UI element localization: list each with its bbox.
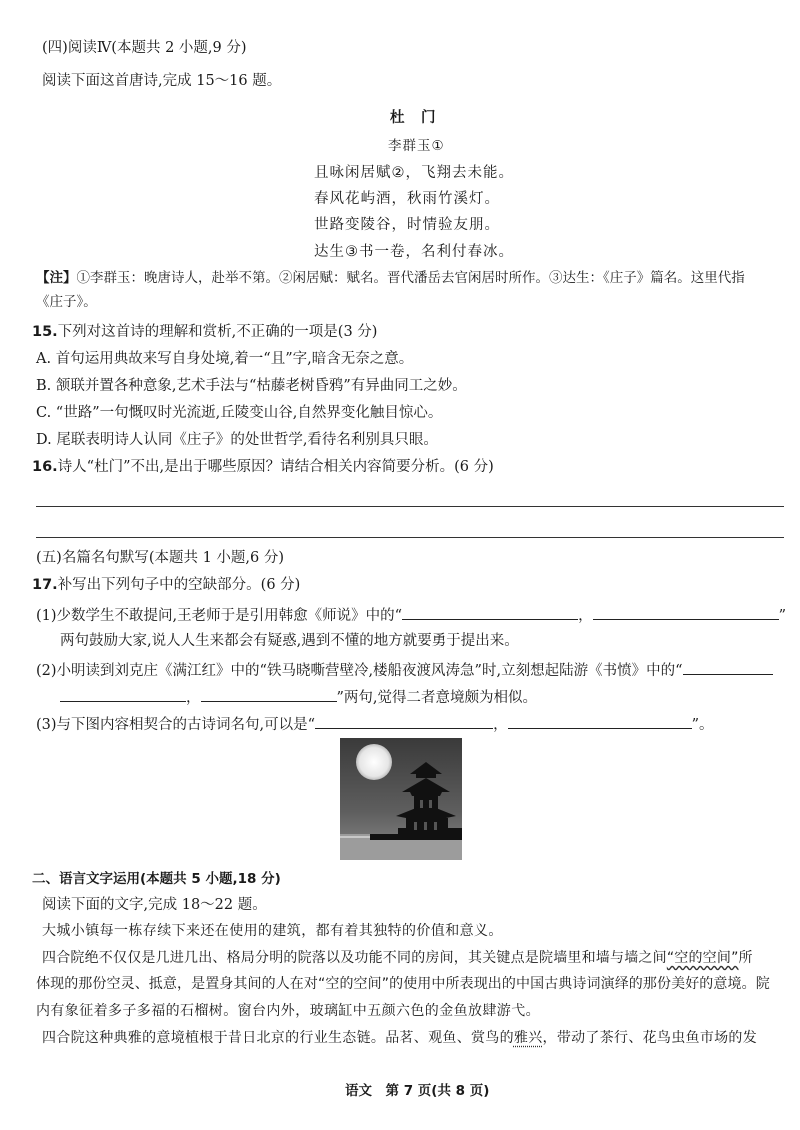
passage-p2-text-a: 四合院绝不仅仅是几进几出、格局分明的院落以及功能不同的房间，其关键点是院墙里和墙与墙之间 [42,950,667,966]
passage-p2-text-b: 所 [738,950,753,966]
q17-item1-sep: ， [578,608,593,624]
q17-stem-text: 补写出下列句子中的空缺部分。(6 分) [57,577,301,593]
section4-header: (四)阅读Ⅳ(本题共 2 小题,9 分) [42,40,247,56]
note-text-2: 《庄子》。 [36,294,97,310]
passage-p3-line1 [42,1028,757,1048]
q15-option-c: C. “世路”一句慨叹时光流逝,丘陵变山谷,自然界变化触目惊心。 [36,405,443,421]
q17-item2-end: ”两句,觉得二者意境颇为相似。 [336,690,538,706]
q15-stem [32,322,377,342]
part2-intro: 阅读下面的文字,完成 18～22 题。 [42,897,267,913]
q17-item-2 [36,659,773,681]
q17-blank-5[interactable] [315,713,493,729]
q16-number: 16. [32,459,58,475]
q17-item1-text: (1)少数学生不敢提问,王老师于是引用韩愈《师说》中的“ [36,608,403,624]
moon-icon [356,744,392,780]
poem-line-4: 达生③书一卷，名利付春冰。 [314,244,514,260]
q17-blank-3b[interactable] [60,686,186,702]
q15-option-b: B. 颔联并置各种意象,艺术手法与“枯藤老树昏鸦”有异曲同工之妙。 [36,378,467,394]
q17-item2-sep: ， [186,690,201,706]
q17-blank-1[interactable] [402,604,578,620]
passage-p2-line1 [42,948,753,968]
poem-note [36,268,745,288]
poem-line-2: 春风花屿酒，秋雨竹溪灯。 [314,191,500,207]
section4-intro: 阅读下面这首唐诗,完成 15～16 题。 [42,73,282,89]
q17-blank-6[interactable] [508,713,692,729]
poem-author: 李群玉① [388,138,445,154]
q17-blank-4[interactable] [201,686,337,702]
section5-header: (五)名篇名句默写(本题共 1 小题,6 分) [36,550,285,566]
q17-item2-cont [60,686,537,708]
passage-p2-line3: 内有象征着多子多福的石榴树。窗台内外，玻璃缸中五颜六色的金鱼放肆游弋。 [36,1003,540,1019]
q17-blank-3[interactable] [683,659,773,675]
part2-header: 二、语言文字运用(本题共 5 小题,18 分) [32,871,281,887]
page-footer: 语文 第 7 页(共 8 页) [345,1083,490,1099]
q15-stem-text: 下列对这首诗的理解和赏析,不正确的一项是(3 分) [57,324,378,340]
passage-wavy-phrase: “空的空间” [666,950,739,966]
passage-p1: 大城小镇每一栋存续下来还在使用的建筑，都有着其独特的价值和意义。 [42,923,503,939]
note-label: 【注】 [36,270,77,286]
q17-stem [32,575,300,595]
q17-number: 17. [32,577,58,593]
q17-item3-sep: ， [493,717,508,733]
q17-item2-text: (2)小明读到刘克庄《满江红》中的“铁马晓嘶营壁冷,楼船夜渡风涛急”时,立刻想起陆游《书愤》中的“ [36,663,683,679]
q17-item-1 [36,604,786,626]
passage-p3-text-b: ，带动了茶行、花鸟虫鱼市场的发 [542,1030,758,1046]
q17-item3-end: ”。 [691,717,714,733]
q15-number: 15. [32,324,58,340]
q15-option-a: A. 首句运用典故来写自身处境,着一“且”字,暗含无奈之意。 [36,351,414,367]
q16-stem-text: 诗人“杜门”不出,是出于哪些原因？请结合相关内容简要分析。(6 分) [57,459,494,475]
poem-line-3: 世路变陵谷，时情验友朋。 [314,217,500,233]
q16-answer-line-1[interactable] [36,506,784,507]
q16-answer-line-2[interactable] [36,537,784,538]
passage-p3-text-a: 四合院这种典雅的意境植根于昔日北京的行业生态链。品茗、观鱼、赏鸟的 [42,1030,514,1046]
q16-stem [32,457,494,477]
q17-item1-cont: 两句鼓励大家,说人人生来都会有疑惑,遇到不懂的地方就要勇于提出来。 [60,633,519,649]
q17-item3-text: (3)与下图内容相契合的古诗词名句,可以是“ [36,717,316,733]
poem-title: 杜 门 [390,110,437,126]
moon-pavilion-illustration [340,738,462,860]
passage-dotted-phrase: 雅兴 [513,1030,543,1046]
poem-line-1: 且咏闲居赋②，飞翔去未能。 [314,165,514,181]
note-text-1: ①李群玉：晚唐诗人，赴举不第。②闲居赋：赋名。晋代潘岳去官闲居时所作。③达生：《庄子》篇名。这里代指 [76,270,745,286]
q17-item1-end: ” [778,608,786,624]
q15-option-d: D. 尾联表明诗人认同《庄子》的处世哲学,看待名利别具只眼。 [36,432,438,448]
q17-blank-2[interactable] [593,604,779,620]
passage-p2-line2: 体现的那份空灵、抵意，是置身其间的人在对“空的空间”的使用中所表现出的中国古典诗词演绎的那份美好的意境。院 [36,976,770,992]
q17-item-3 [36,713,713,735]
